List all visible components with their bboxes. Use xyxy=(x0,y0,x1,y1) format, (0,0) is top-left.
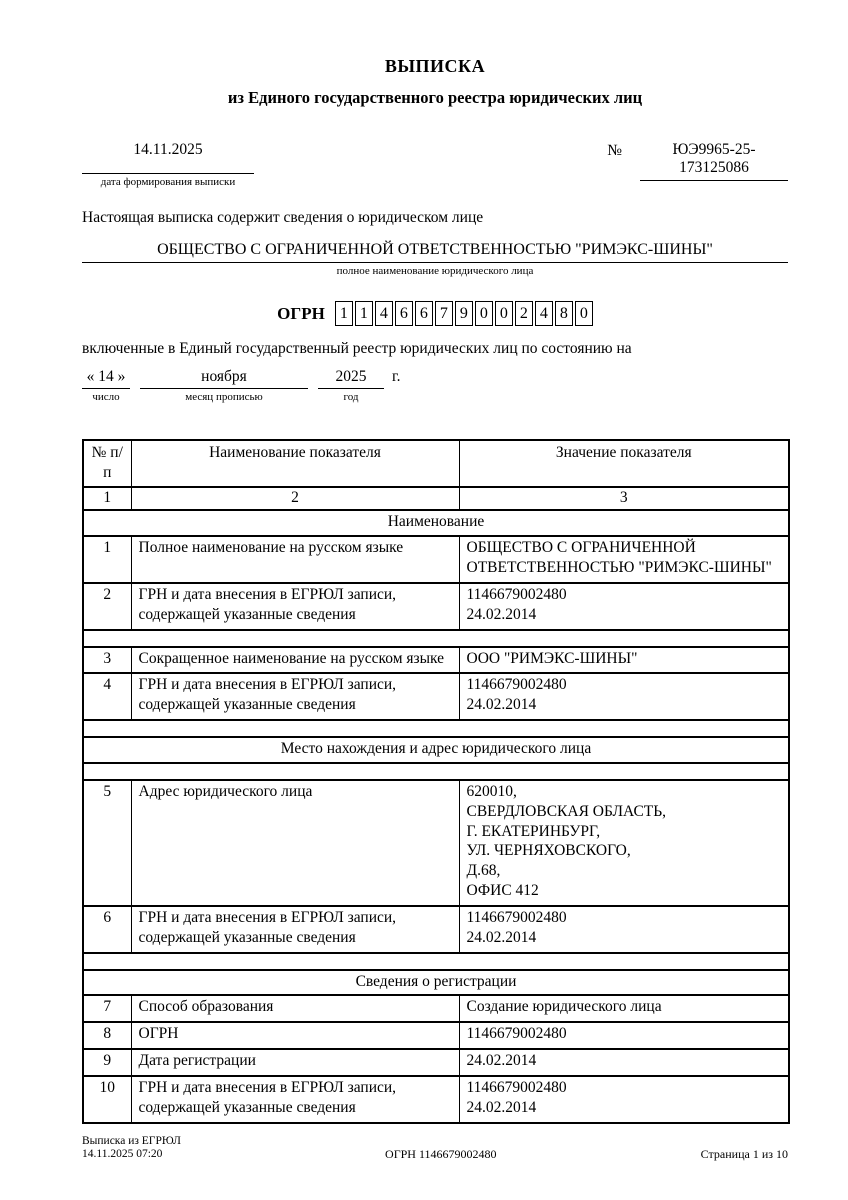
footer-doc-type: Выписка из ЕГРЮЛ xyxy=(82,1134,181,1147)
page-footer xyxy=(82,1135,788,1162)
table-row xyxy=(83,673,789,720)
col-number-2: 2 xyxy=(131,487,459,511)
ogrn-digit: 9 xyxy=(455,301,473,326)
indicator-value xyxy=(459,536,789,583)
spacer-row xyxy=(83,720,789,737)
indicator-value xyxy=(459,673,789,720)
row-number: 6 xyxy=(83,906,131,953)
indicator-name: Дата регистрации xyxy=(131,1049,459,1076)
spacer-row xyxy=(83,953,789,970)
month-group xyxy=(140,368,308,403)
table-row xyxy=(83,995,789,1022)
section-row xyxy=(83,970,789,996)
col-number-1: 1 xyxy=(83,487,131,511)
indicator-value xyxy=(459,1076,789,1123)
indicator-value xyxy=(459,1049,789,1076)
ogrn-digit: 0 xyxy=(495,301,513,326)
indicator-value xyxy=(459,995,789,1022)
row-number: 8 xyxy=(83,1022,131,1049)
table-body xyxy=(83,510,789,1122)
section-row xyxy=(83,737,789,763)
table-row xyxy=(83,583,789,630)
value-line: 24.02.2014 xyxy=(466,696,537,714)
month-value: ноября xyxy=(140,368,308,389)
spacer-row xyxy=(83,763,789,780)
intro-line: Настоящая выписка содержит сведения о юридическом лице xyxy=(82,209,484,226)
table-row xyxy=(83,1049,789,1076)
indicator-name: Адрес юридического лица xyxy=(131,780,459,906)
table-row xyxy=(83,536,789,583)
value-line: СВЕРДЛОВСКАЯ ОБЛАСТЬ, xyxy=(466,802,667,820)
value-line: Д.68, xyxy=(466,862,501,880)
row-number: 1 xyxy=(83,536,131,583)
row-number: 7 xyxy=(83,995,131,1022)
col-header-name: Наименование показателя xyxy=(131,440,459,487)
col-header-value: Значение показателя xyxy=(459,440,789,487)
formation-date-underline xyxy=(82,159,254,174)
ogrn-digit: 1 xyxy=(335,301,353,326)
quote-close: » xyxy=(117,368,126,385)
formation-date-label: дата формирования выписки xyxy=(100,176,236,188)
value-line: 1146679002480 xyxy=(466,585,567,603)
formation-date: 14.11.2025 xyxy=(133,141,203,158)
indicator-name: Способ образования xyxy=(131,995,459,1022)
footer-ogrn: ОГРН 1146679002480 xyxy=(385,1147,497,1161)
indicator-value xyxy=(459,906,789,953)
ogrn-digit: 0 xyxy=(475,301,493,326)
value-line: 620010, xyxy=(466,782,517,800)
document-number xyxy=(640,141,788,181)
day-value xyxy=(82,368,130,389)
ogrn-digit: 6 xyxy=(395,301,413,326)
value-line: 1146679002480 xyxy=(466,1078,567,1096)
value-line: ОФИС 412 xyxy=(466,882,539,900)
day: 14 xyxy=(98,368,114,385)
table-row xyxy=(83,906,789,953)
org-full-name: ОБЩЕСТВО С ОГРАНИЧЕННОЙ ОТВЕТСТВЕННОСТЬЮ "РИМЭКС-ШИНЫ" xyxy=(82,241,788,263)
indicator-name: ГРН и дата внесения в ЕГРЮЛ записи, содержащей указанные сведения xyxy=(131,673,459,720)
ogrn-digit: 4 xyxy=(375,301,393,326)
section-title: Наименование xyxy=(83,510,789,536)
footer-left xyxy=(82,1135,181,1162)
ogrn-digit: 4 xyxy=(535,301,553,326)
document-number-line1: ЮЭ9965-25- xyxy=(672,141,756,158)
org-name-label: полное наименование юридического лица xyxy=(336,265,534,277)
indicator-value xyxy=(459,780,789,906)
quote-open: « xyxy=(86,368,95,385)
section-title: Место нахождения и адрес юридического лица xyxy=(83,737,789,763)
formation-date-block xyxy=(82,141,254,188)
value-line: 24.02.2014 xyxy=(466,928,537,946)
value-line: 24.02.2014 xyxy=(466,1098,537,1116)
table-header-row xyxy=(83,440,789,487)
indicator-name: ОГРН xyxy=(131,1022,459,1049)
ogrn-digit: 6 xyxy=(415,301,433,326)
ogrn-label: ОГРН xyxy=(277,303,325,323)
column-number-row xyxy=(83,487,789,511)
value-line: 1146679002480 xyxy=(466,908,567,926)
ogrn-digit: 1 xyxy=(355,301,373,326)
spacer-cell xyxy=(83,763,789,780)
document-number-line2: 173125086 xyxy=(679,158,749,176)
ogrn-digit: 2 xyxy=(515,301,533,326)
row-number: 10 xyxy=(83,1076,131,1123)
row-number: 2 xyxy=(83,583,131,630)
value-line: 1146679002480 xyxy=(466,676,567,694)
document-number-block xyxy=(607,141,788,181)
reference-row xyxy=(82,141,788,188)
row-number: 5 xyxy=(83,780,131,906)
section-row xyxy=(83,510,789,536)
indicator-name: Полное наименование на русском языке xyxy=(131,536,459,583)
value-line: Создание юридического лица xyxy=(466,998,662,1016)
footer-timestamp: 14.11.2025 07:20 xyxy=(82,1148,163,1161)
year-suffix: г. xyxy=(392,368,401,385)
value-line: 24.02.2014 xyxy=(466,605,537,623)
as-of-date-row xyxy=(82,368,788,403)
year-label: год xyxy=(343,391,359,403)
value-line: Г. ЕКАТЕРИНБУРГ, xyxy=(466,822,601,840)
col-number-3: 3 xyxy=(459,487,789,511)
indicators-table xyxy=(82,439,790,1124)
indicator-name: ГРН и дата внесения в ЕГРЮЛ записи, содержащей указанные сведения xyxy=(131,906,459,953)
table-row xyxy=(83,1022,789,1049)
day-group xyxy=(82,368,130,403)
document-subtitle: из Единого государственного реестра юридических лиц xyxy=(227,88,643,107)
indicator-value xyxy=(459,583,789,630)
number-sign: № xyxy=(607,142,622,159)
table-row xyxy=(83,780,789,906)
ogrn-digit-boxes xyxy=(335,301,593,326)
row-number: 4 xyxy=(83,673,131,720)
spacer-cell xyxy=(83,720,789,737)
table-row xyxy=(83,647,789,674)
ogrn-digit: 8 xyxy=(555,301,573,326)
month-label: месяц прописью xyxy=(185,391,263,403)
year-group xyxy=(318,368,384,403)
indicator-name: ГРН и дата внесения в ЕГРЮЛ записи, содержащей указанные сведения xyxy=(131,1076,459,1123)
indicator-name: Сокращенное наименование на русском языке xyxy=(131,647,459,674)
value-line: ОБЩЕСТВО С ОГРАНИЧЕННОЙ ОТВЕТСТВЕННОСТЬЮ "РИМЭКС-ШИНЫ" xyxy=(466,539,772,577)
value-line: УЛ. ЧЕРНЯХОВСКОГО, xyxy=(466,842,631,860)
row-number: 9 xyxy=(83,1049,131,1076)
indicator-name: ГРН и дата внесения в ЕГРЮЛ записи, содержащей указанные сведения xyxy=(131,583,459,630)
ogrn-digit: 0 xyxy=(575,301,593,326)
value-line: 24.02.2014 xyxy=(466,1052,537,1070)
section-title: Сведения о регистрации xyxy=(83,970,789,996)
footer-page-number: Страница 1 из 10 xyxy=(700,1147,788,1161)
col-header-num: № п/п xyxy=(83,440,131,487)
ogrn-digit: 7 xyxy=(435,301,453,326)
value-line: 1146679002480 xyxy=(466,1025,567,1043)
ogrn-row xyxy=(82,301,788,326)
day-label: число xyxy=(92,391,120,403)
indicator-value xyxy=(459,647,789,674)
spacer-cell xyxy=(83,953,789,970)
included-line: включенные в Единый государственный реестр юридических лиц по состоянию на xyxy=(82,340,632,357)
document-title: ВЫПИСКА xyxy=(384,56,486,76)
row-number: 3 xyxy=(83,647,131,674)
spacer-row xyxy=(83,630,789,647)
year-value: 2025 xyxy=(318,368,384,389)
indicator-value xyxy=(459,1022,789,1049)
table-row xyxy=(83,1076,789,1123)
value-line: ООО "РИМЭКС-ШИНЫ" xyxy=(466,649,638,667)
spacer-cell xyxy=(83,630,789,647)
